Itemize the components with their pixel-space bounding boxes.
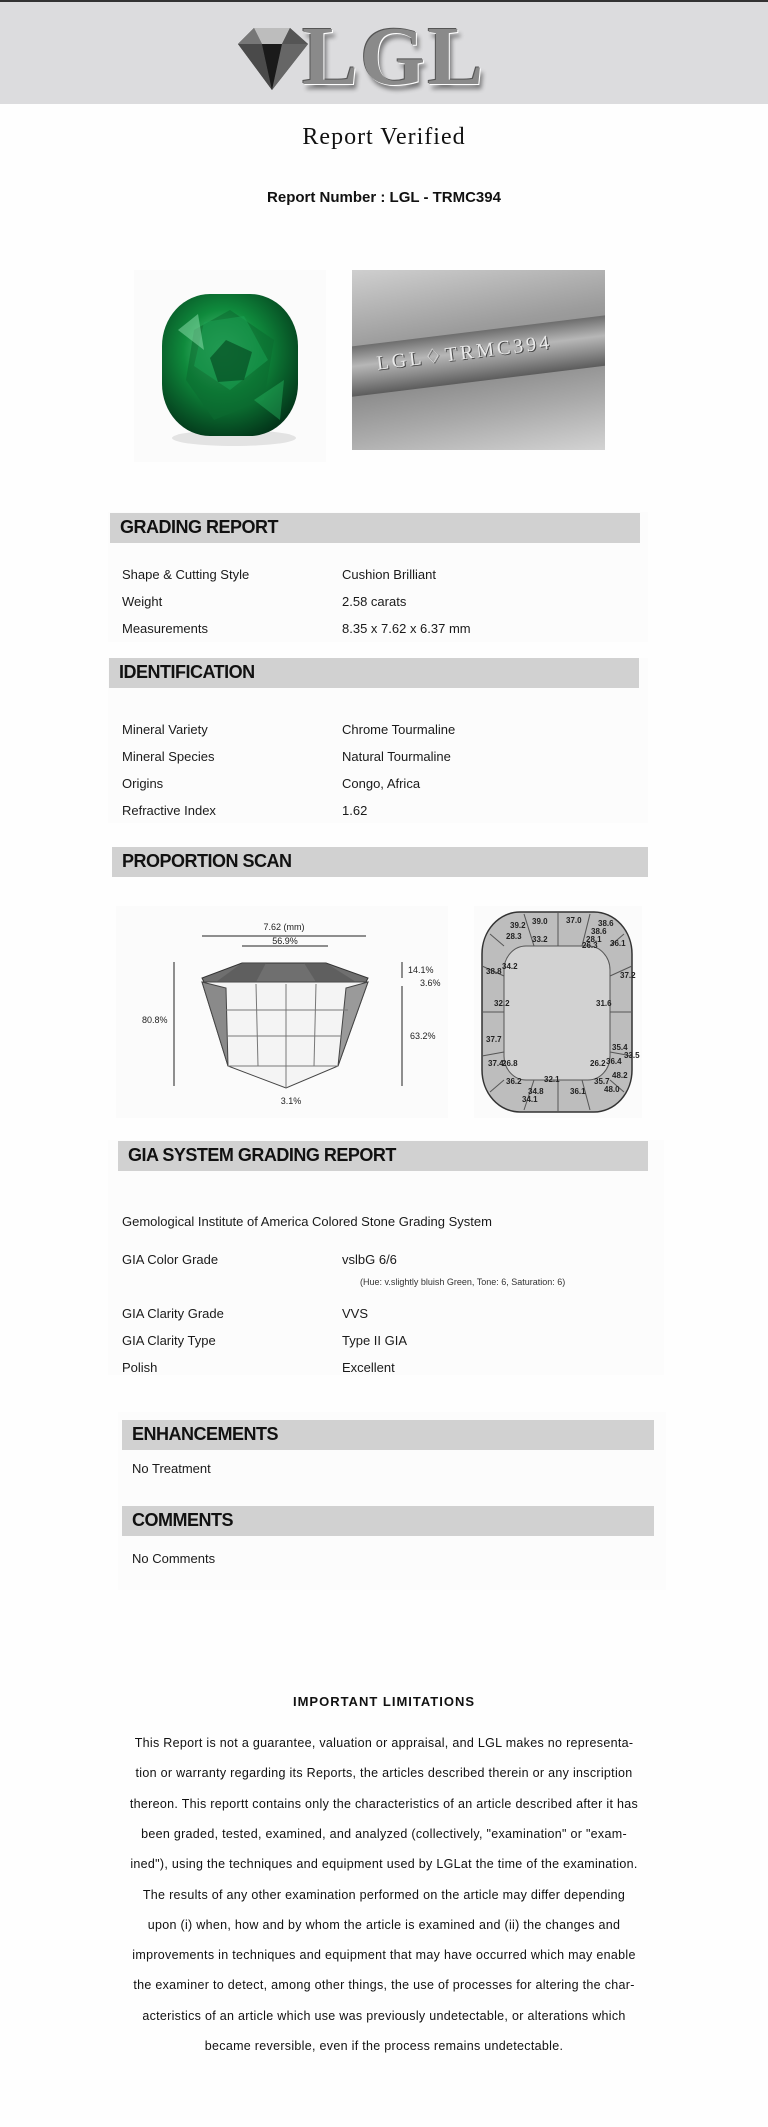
facet-value-label: 37.2 bbox=[620, 971, 636, 980]
mineral-species-value: Natural Tourmaline bbox=[342, 749, 451, 764]
gemstone-photo bbox=[134, 270, 326, 462]
limitations-line: tion or warranty regarding its Reports, the articles described therein or any inscription bbox=[135, 1766, 633, 1781]
diamond-logo-icon bbox=[232, 24, 312, 94]
limitations-line: This Report is not a guarantee, valuation or appraisal, and LGL makes no representa- bbox=[134, 1736, 634, 1750]
comments-value: No Comments bbox=[132, 1551, 216, 1566]
facet-value-label: 37.0 bbox=[566, 916, 582, 925]
gia-subtitle: Gemological Institute of America Colored Stone Grading System bbox=[122, 1214, 492, 1229]
weight-label: Weight bbox=[122, 594, 163, 609]
limitations-line: the examiner to detect, among other things, the use of processes for altering the char- bbox=[133, 1978, 635, 1993]
refractive-index-value: 1.62 bbox=[342, 803, 368, 818]
facet-value-label: 32.1 bbox=[544, 1075, 560, 1084]
gia-clarity-type-label: GIA Clarity Type bbox=[122, 1333, 216, 1348]
gia-clarity-grade-label: GIA Clarity Grade bbox=[122, 1306, 224, 1321]
facet-value-label: 31.6 bbox=[596, 999, 612, 1008]
facet-value-label: 28.1 bbox=[586, 935, 602, 944]
gia-clarity-type-value: Type II GIA bbox=[342, 1333, 408, 1348]
culet-pct-label: 3.1% bbox=[280, 1096, 302, 1106]
report-number: Report Number : LGL - TRMC394 bbox=[267, 189, 501, 206]
gia-clarity-grade-value: VVS bbox=[342, 1306, 369, 1321]
limitations-line: improvements in techniques and equipment that may have occurred which may enable bbox=[132, 1948, 636, 1963]
measurements-label: Measurements bbox=[122, 621, 208, 636]
enhancements-header bbox=[122, 1420, 654, 1450]
pavilion-pct-label: 63.2% bbox=[410, 1031, 436, 1041]
girdle-pct-label: 3.6% bbox=[420, 978, 441, 988]
limitations-line: ined"), using the techniques and equipment used by LGLat the time of the examination. bbox=[130, 1857, 638, 1872]
crown-pct-label: 14.1% bbox=[408, 965, 434, 975]
polish-label: Polish bbox=[122, 1360, 158, 1375]
facet-value-label: 34.2 bbox=[502, 962, 518, 971]
facet-value-label: 34.1 bbox=[522, 1095, 538, 1104]
mineral-variety-value: Chrome Tourmaline bbox=[342, 722, 456, 737]
shape-label: Shape & Cutting Style bbox=[122, 567, 250, 582]
facet-diagram bbox=[474, 906, 642, 1118]
inscription-photo bbox=[352, 270, 605, 450]
measurements-value: 8.35 x 7.62 x 6.37 mm bbox=[342, 621, 471, 636]
section-heading: GIA SYSTEM GRADING REPORT bbox=[128, 1145, 396, 1165]
limitations-line: acteristics of an article which use was previously undetectable, or alterations which bbox=[142, 2008, 626, 2023]
gia-color-grade-value: vslbG 6/6 bbox=[342, 1252, 397, 1267]
facet-value-label: 37.4 bbox=[488, 1059, 504, 1068]
facet-value-label: 28.3 bbox=[506, 932, 522, 941]
limitations-line: upon (i) when, how and by whom the article is examined and (ii) the changes and bbox=[147, 1917, 621, 1932]
grading-report-header bbox=[110, 513, 640, 543]
facet-value-label: 37.7 bbox=[486, 1035, 502, 1044]
facet-value-label: 36.1 bbox=[570, 1087, 586, 1096]
page-header bbox=[0, 2, 768, 104]
page-title: Report Verified bbox=[302, 124, 466, 150]
facet-value-label: 36.2 bbox=[506, 1077, 522, 1086]
facet-value-label: 38.6 bbox=[591, 927, 607, 936]
facet-value-label: 35.7 bbox=[594, 1077, 610, 1086]
lgl-logo bbox=[232, 10, 492, 103]
section-heading: IDENTIFICATION bbox=[119, 662, 255, 682]
limitations-title: IMPORTANT LIMITATIONS bbox=[292, 1694, 476, 1709]
mineral-variety-label: Mineral Variety bbox=[122, 722, 208, 737]
section-heading: PROPORTION SCAN bbox=[122, 851, 292, 871]
facet-value-label: 39.0 bbox=[532, 917, 548, 926]
gia-system-header bbox=[118, 1141, 648, 1171]
proportion-scan-header bbox=[112, 847, 648, 877]
section-heading: GRADING REPORT bbox=[120, 517, 279, 537]
origins-label: Origins bbox=[122, 776, 164, 791]
polish-value: Excellent bbox=[342, 1360, 395, 1375]
facet-value-label: 36.4 bbox=[606, 1057, 622, 1066]
mineral-species-label: Mineral Species bbox=[122, 749, 215, 764]
profile-diagram bbox=[116, 906, 448, 1118]
section-heading: COMMENTS bbox=[132, 1510, 233, 1530]
facet-value-label: 32.2 bbox=[494, 999, 510, 1008]
facet-value-label: 36.1 bbox=[610, 939, 626, 948]
facet-value-label: 26.3 bbox=[582, 941, 598, 950]
origins-value: Congo, Africa bbox=[342, 776, 421, 791]
weight-value: 2.58 carats bbox=[342, 594, 407, 609]
gia-color-grade-note: (Hue: v.slightly bluish Green, Tone: 6, Saturation: 6) bbox=[360, 1277, 566, 1287]
comments-header bbox=[122, 1506, 654, 1536]
limitations-line: been graded, tested, examined, and analyzed (collectively, "examination" or "exam- bbox=[141, 1826, 627, 1841]
shape-value: Cushion Brilliant bbox=[342, 567, 436, 582]
logo-text: LGL bbox=[302, 10, 486, 103]
enhancements-value: No Treatment bbox=[132, 1461, 211, 1476]
section-heading: ENHANCEMENTS bbox=[132, 1424, 279, 1444]
facet-value-label: 26.2 bbox=[590, 1059, 606, 1068]
table-pct-label: 56.9% bbox=[272, 936, 298, 946]
inscription-text: LGL♢TRMC394 bbox=[375, 331, 554, 375]
limitations-line: became reversible, even if the process remains undetectable. bbox=[204, 2039, 564, 2053]
facet-value-label: 35.4 bbox=[612, 1043, 628, 1052]
facet-value-label: 38.8 bbox=[486, 967, 502, 976]
facet-value-label: 38.6 bbox=[598, 919, 614, 928]
depth-pct-label: 80.8% bbox=[142, 1015, 168, 1025]
gia-color-grade-label: GIA Color Grade bbox=[122, 1252, 219, 1267]
limitations-line: thereon. This reportt contains only the characteristics of an article described after it has bbox=[129, 1796, 639, 1811]
limitations-line: The results of any other examination performed on the article may differ depending bbox=[142, 1887, 626, 1902]
facet-value-label: 34.8 bbox=[528, 1087, 544, 1096]
facet-value-label: 39.2 bbox=[510, 921, 526, 930]
refractive-index-label: Refractive Index bbox=[122, 803, 216, 818]
facet-value-label: 33.5 bbox=[624, 1051, 640, 1060]
identification-header bbox=[109, 658, 639, 688]
facet-value-label: 48.0 bbox=[604, 1085, 620, 1094]
facet-value-label: 33.2 bbox=[532, 935, 548, 944]
facet-value-label: 26.8 bbox=[502, 1059, 518, 1068]
facet-value-label: 48.2 bbox=[612, 1071, 628, 1080]
width-label: 7.62 (mm) bbox=[263, 922, 305, 932]
